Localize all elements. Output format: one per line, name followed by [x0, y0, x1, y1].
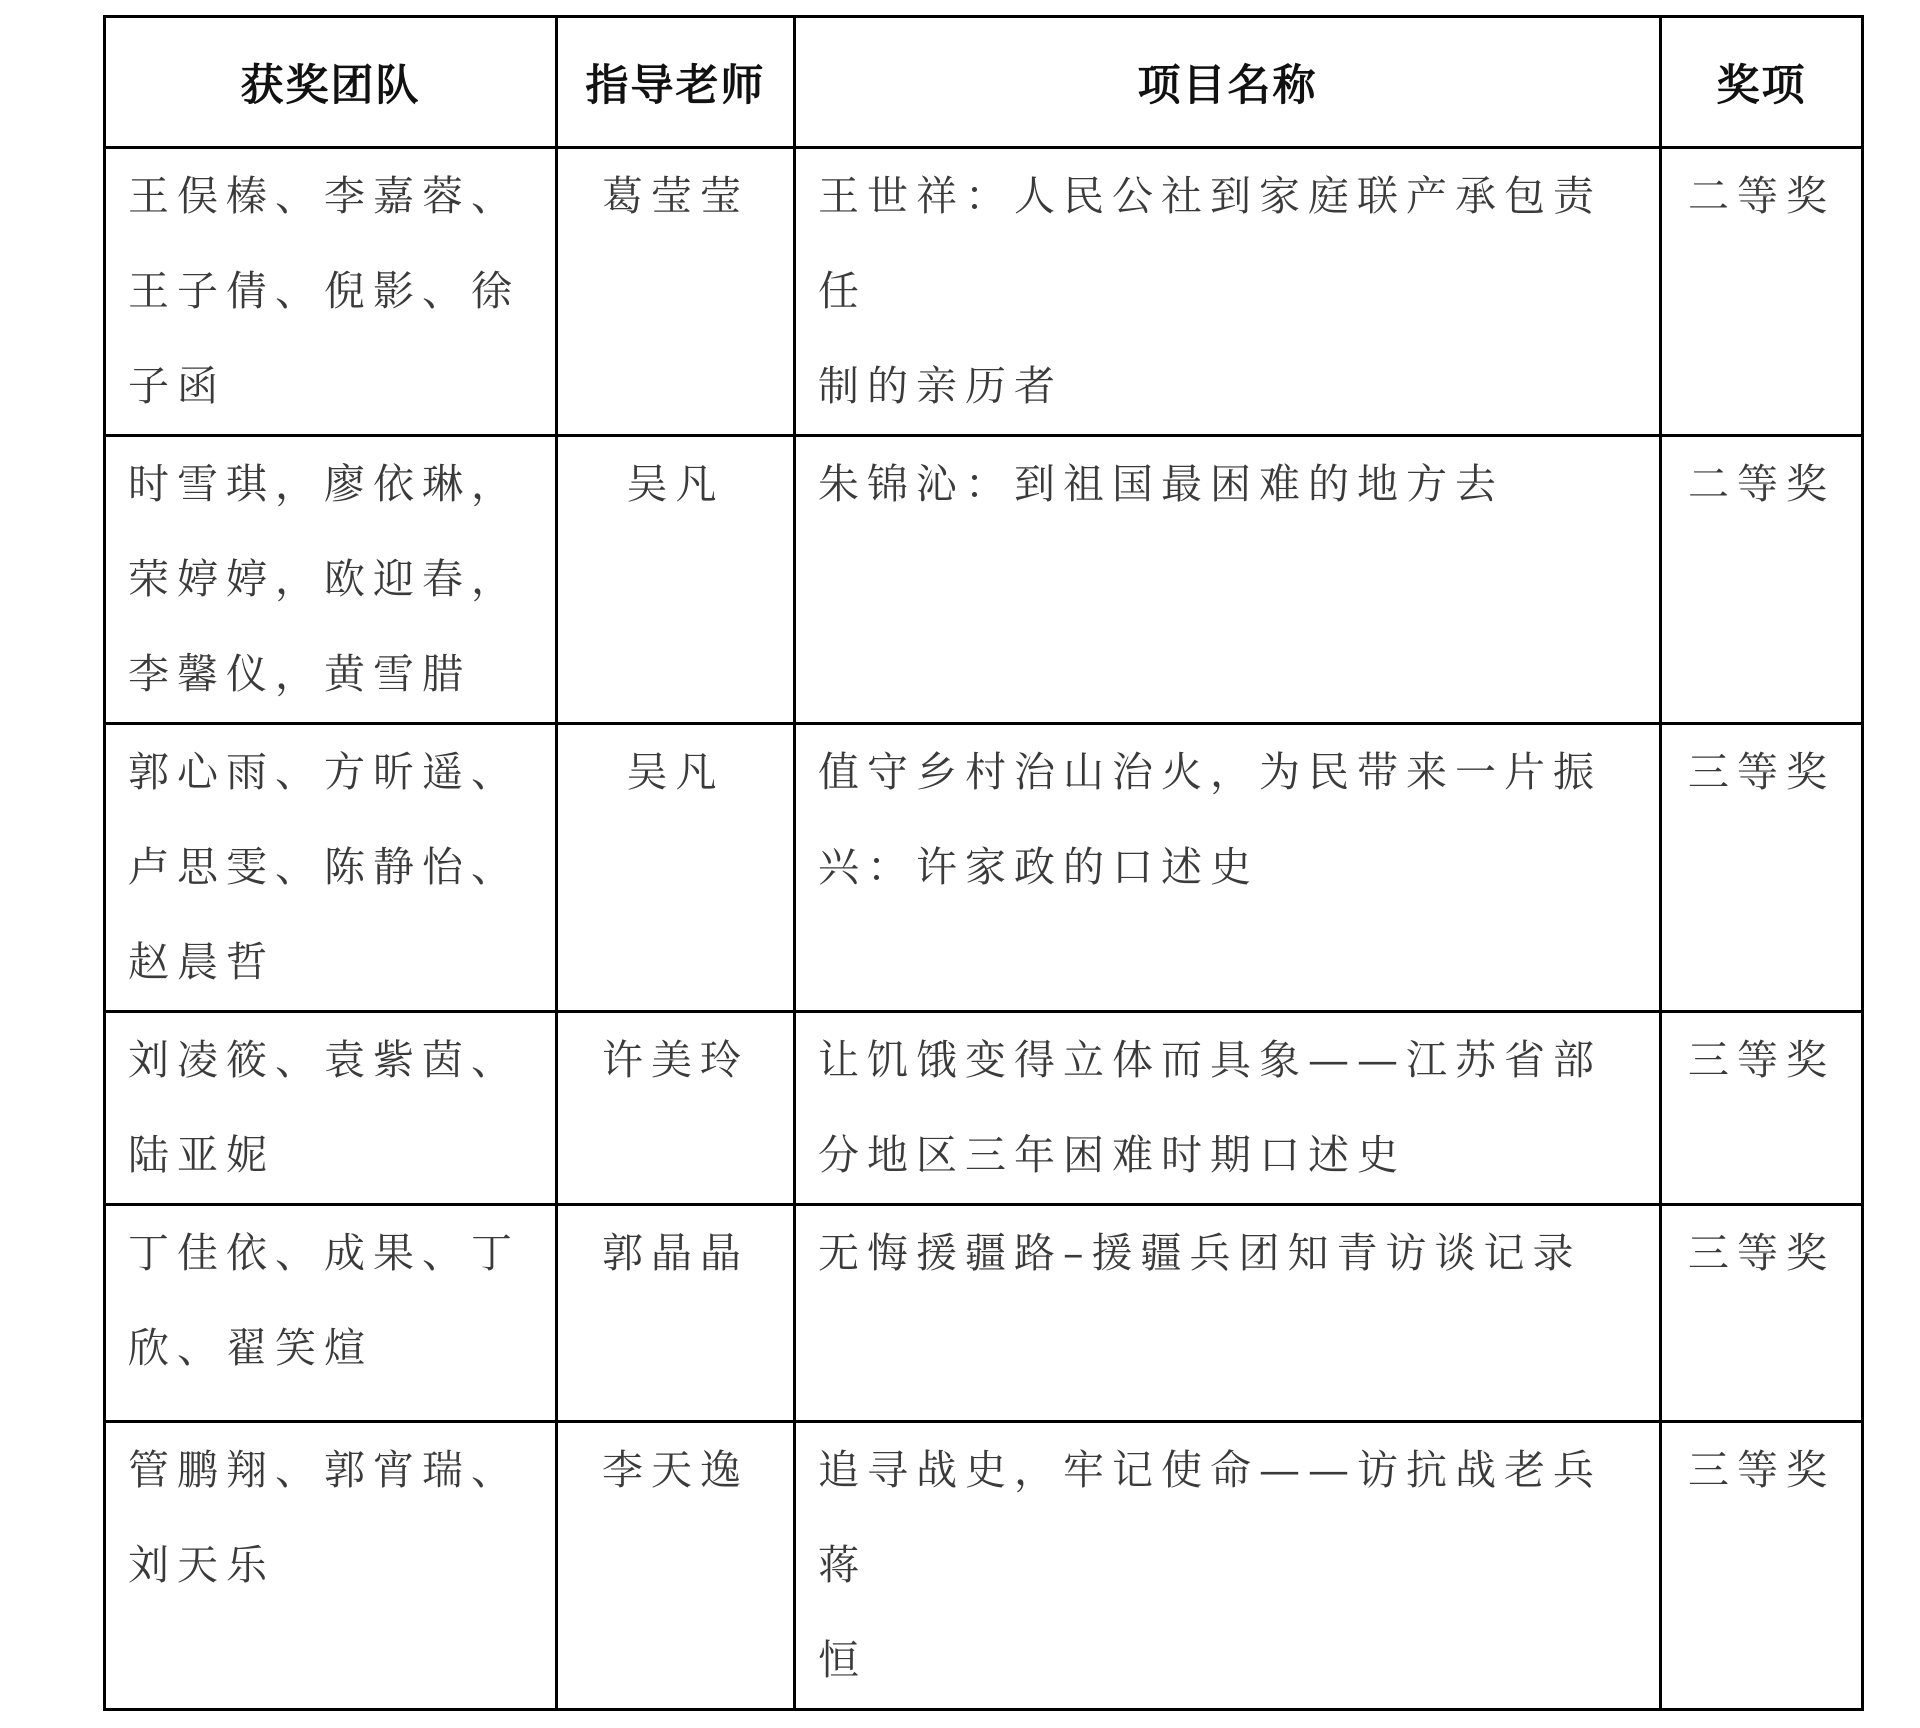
- project-cell: 朱锦沁：到祖国最困难的地方去: [795, 436, 1661, 724]
- award-cell: 二等奖: [1661, 436, 1863, 724]
- award-cell: 二等奖: [1661, 148, 1863, 436]
- project-cell: 无悔援疆路–援疆兵团知青访谈记录: [795, 1205, 1661, 1422]
- project-cell: 值守乡村治山治火，为民带来一片振 兴：许家政的口述史: [795, 724, 1661, 1012]
- team-cell: 刘凌筱、袁紫茵、 陆亚妮: [105, 1012, 557, 1205]
- project-cell: 王世祥：人民公社到家庭联产承包责任 制的亲历者: [795, 148, 1661, 436]
- project-cell: 追寻战史，牢记使命——访抗战老兵蒋 恒: [795, 1422, 1661, 1710]
- mentor-cell: 葛莹莹: [557, 148, 795, 436]
- header-team: 获奖团队: [105, 17, 557, 148]
- team-cell: 郭心雨、方昕遥、 卢思雯、陈静怡、 赵晨哲: [105, 724, 557, 1012]
- award-cell: 三等奖: [1661, 1012, 1863, 1205]
- table-row: [105, 1205, 1863, 1422]
- mentor-cell: 吴凡: [557, 436, 795, 724]
- table-row: [105, 436, 1863, 724]
- header-mentor: 指导老师: [557, 17, 795, 148]
- header-award: 奖项: [1661, 17, 1863, 148]
- table-row: [105, 724, 1863, 1012]
- header-project: 项目名称: [795, 17, 1661, 148]
- team-cell: 时雪琪，廖依琳， 荣婷婷，欧迎春， 李馨仪，黄雪腊: [105, 436, 557, 724]
- awards-table: [103, 15, 1864, 1711]
- project-cell: 让饥饿变得立体而具象——江苏省部 分地区三年困难时期口述史: [795, 1012, 1661, 1205]
- mentor-cell: 许美玲: [557, 1012, 795, 1205]
- team-cell: 王俣榛、李嘉蓉、 王子倩、倪影、徐 子函: [105, 148, 557, 436]
- mentor-cell: 郭晶晶: [557, 1205, 795, 1422]
- award-cell: 三等奖: [1661, 1205, 1863, 1422]
- award-cell: 三等奖: [1661, 724, 1863, 1012]
- header-row: [105, 17, 1863, 148]
- table-row: [105, 148, 1863, 436]
- mentor-cell: 李天逸: [557, 1422, 795, 1710]
- team-cell: 管鹏翔、郭宵瑞、 刘天乐: [105, 1422, 557, 1710]
- award-cell: 三等奖: [1661, 1422, 1863, 1710]
- table-row: [105, 1012, 1863, 1205]
- table-row: [105, 1422, 1863, 1710]
- mentor-cell: 吴凡: [557, 724, 795, 1012]
- team-cell: 丁佳依、成果、丁 欣、翟笑煊: [105, 1205, 557, 1422]
